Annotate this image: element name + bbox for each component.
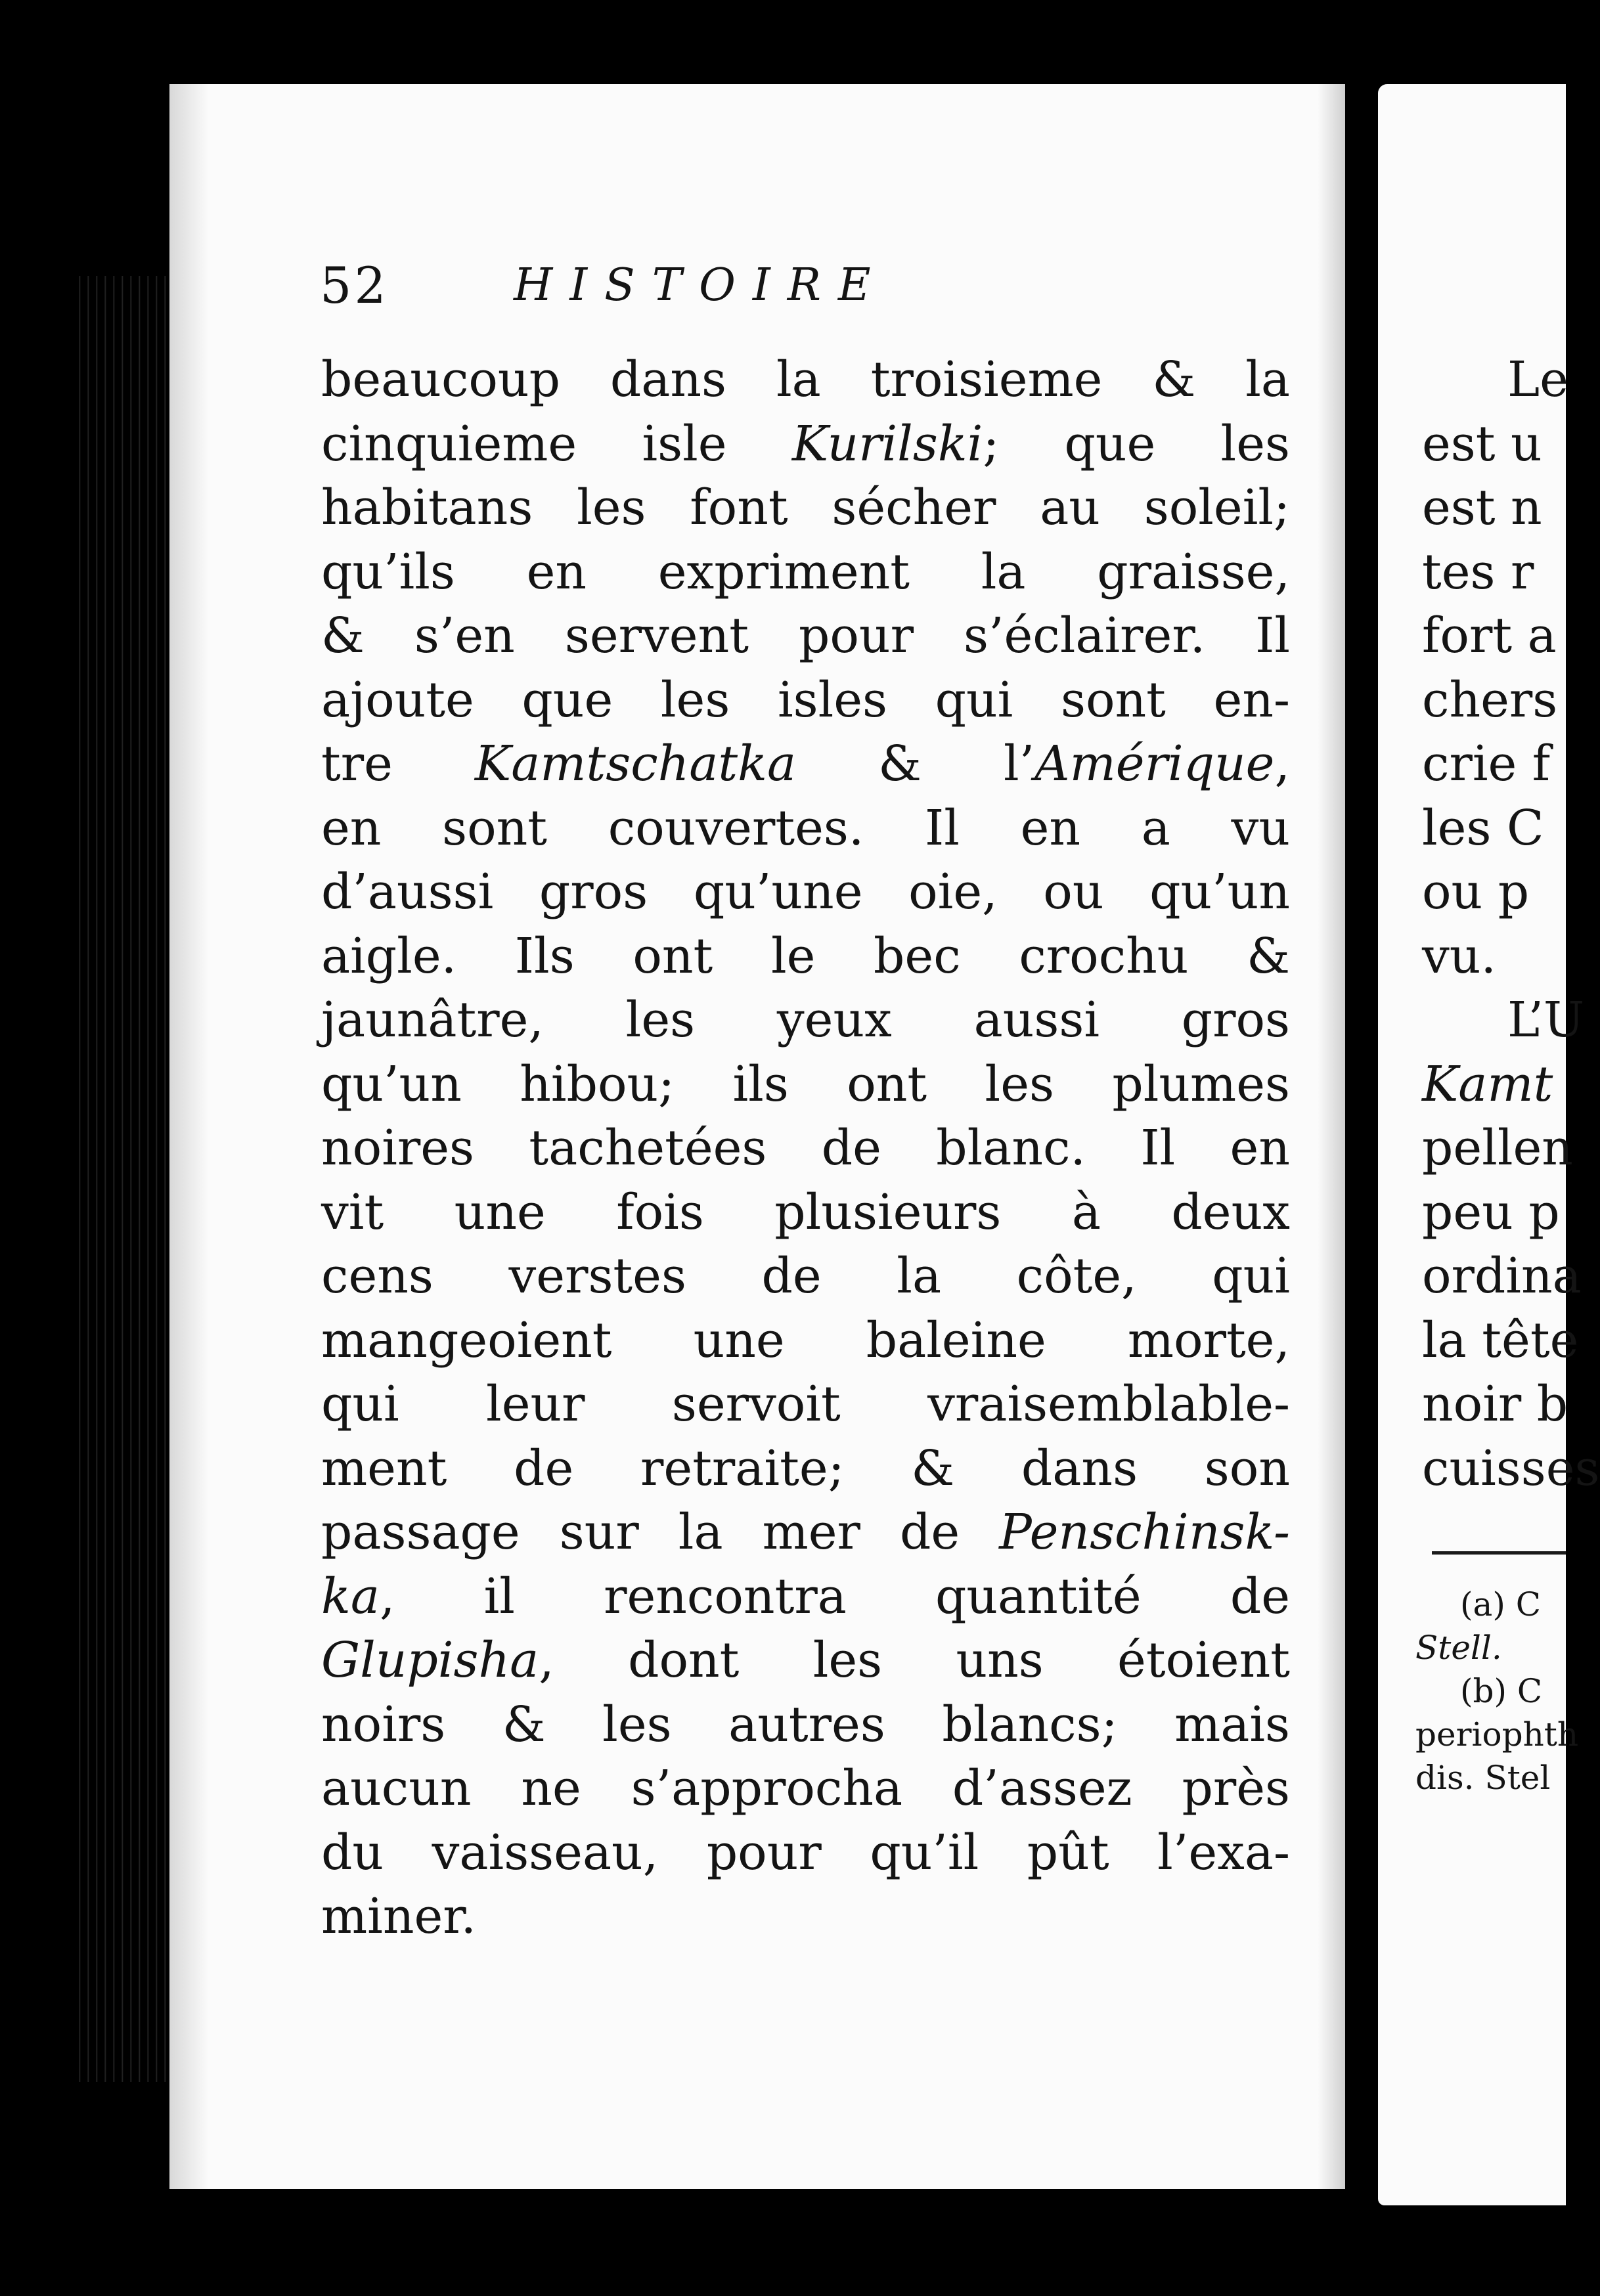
text-line: L’U <box>1507 992 1585 1048</box>
text-line: noirs & les autres blancs; mais <box>321 1696 1290 1753</box>
running-title: HISTOIRE <box>514 259 888 311</box>
text-line: jaunâtre, les yeux aussi gros <box>321 992 1290 1048</box>
text-line: cuisses <box>1422 1440 1600 1497</box>
footnote-line: periophth <box>1415 1715 1579 1754</box>
footnote-line: (a) C <box>1460 1585 1541 1623</box>
text-line: ou p <box>1422 864 1530 920</box>
gutter-shadow <box>1318 84 1345 2189</box>
italic-name: Glupisha <box>321 1632 539 1689</box>
text-line: ka, il rencontra quantité de <box>321 1568 1290 1625</box>
text-line: & s’en servent pour s’éclairer. Il <box>321 607 1290 664</box>
text-line: aucun ne s’approcha d’assez près <box>321 1760 1290 1817</box>
text-line: vit une fois plusieurs à deux <box>321 1183 1290 1241</box>
text-line: noires tachetées de blanc. Il en <box>321 1120 1290 1176</box>
text-line: qui leur servoit vraisemblable- <box>321 1376 1290 1432</box>
text-line: beaucoup dans la troisieme & la <box>321 351 1290 408</box>
italic-name: Kamtschatka <box>474 736 797 792</box>
footnote-line: (b) C <box>1460 1672 1543 1710</box>
text-line: qu’un hibou; ils ont les plumes <box>321 1055 1290 1113</box>
italic-name: Penschinsk- <box>999 1504 1290 1560</box>
text-line: ment de retraite; & dans son <box>321 1440 1290 1497</box>
right-page-text <box>1422 348 1600 1501</box>
left-page-text <box>321 348 1290 1949</box>
text-line: Le <box>1507 351 1568 408</box>
text-line: Glupisha, dont les uns étoient <box>321 1632 1290 1689</box>
text-line: noir b <box>1422 1376 1568 1432</box>
text-line: du vaisseau, pour qu’il pût l’exa- <box>321 1824 1290 1881</box>
text-line: ordina <box>1422 1248 1582 1304</box>
footnote-line: dis. Stel <box>1415 1759 1551 1797</box>
page-shadow <box>169 84 209 2189</box>
text-line: tes r <box>1422 543 1534 600</box>
text-line: vu. <box>1422 927 1496 984</box>
italic-name: ka <box>321 1568 380 1625</box>
text-line: Kamt <box>1422 1055 1553 1113</box>
text-line: peu p <box>1422 1183 1560 1241</box>
text-line: habitans les font sécher au soleil; <box>321 479 1290 536</box>
text-line: la tête <box>1422 1312 1579 1369</box>
page-number: 52 <box>320 256 389 315</box>
text-line: cens verstes de la côte, qui <box>321 1248 1290 1304</box>
text-line: aigle. Ils ont le bec crochu & <box>321 927 1290 984</box>
text-line: passage sur la mer de Penschinsk- <box>321 1504 1290 1560</box>
page-edges <box>72 276 169 2082</box>
text-line: chers <box>1422 671 1558 728</box>
text-line: ajoute que les isles qui sont en- <box>321 671 1290 728</box>
text-line: les C <box>1422 799 1544 856</box>
footnote-line: Stell. <box>1415 1629 1502 1667</box>
footnotes <box>1415 1583 1579 1799</box>
text-line: d’aussi gros qu’une oie, ou qu’un <box>321 864 1290 920</box>
italic-name: Amérique <box>1034 736 1275 792</box>
text-line: mangeoient une baleine morte, <box>321 1312 1290 1369</box>
text-line: est u <box>1422 415 1542 472</box>
text-line: fort a <box>1422 607 1557 664</box>
text-line: pellen <box>1422 1120 1573 1176</box>
italic-name: Kurilski <box>791 415 983 472</box>
page-header <box>320 256 1147 315</box>
footnote-rule <box>1432 1551 1566 1555</box>
text-line: en sont couvertes. Il en a vu <box>321 799 1290 856</box>
text-line: est n <box>1422 479 1542 536</box>
text-line: qu’ils en expriment la graisse, <box>321 543 1290 600</box>
text-line: tre Kamtschatka & l’Amérique, <box>321 736 1290 792</box>
text-line: cinquieme isle Kurilski; que les <box>321 415 1290 472</box>
text-line: miner. <box>321 1888 477 1945</box>
text-line: crie f <box>1422 736 1551 792</box>
